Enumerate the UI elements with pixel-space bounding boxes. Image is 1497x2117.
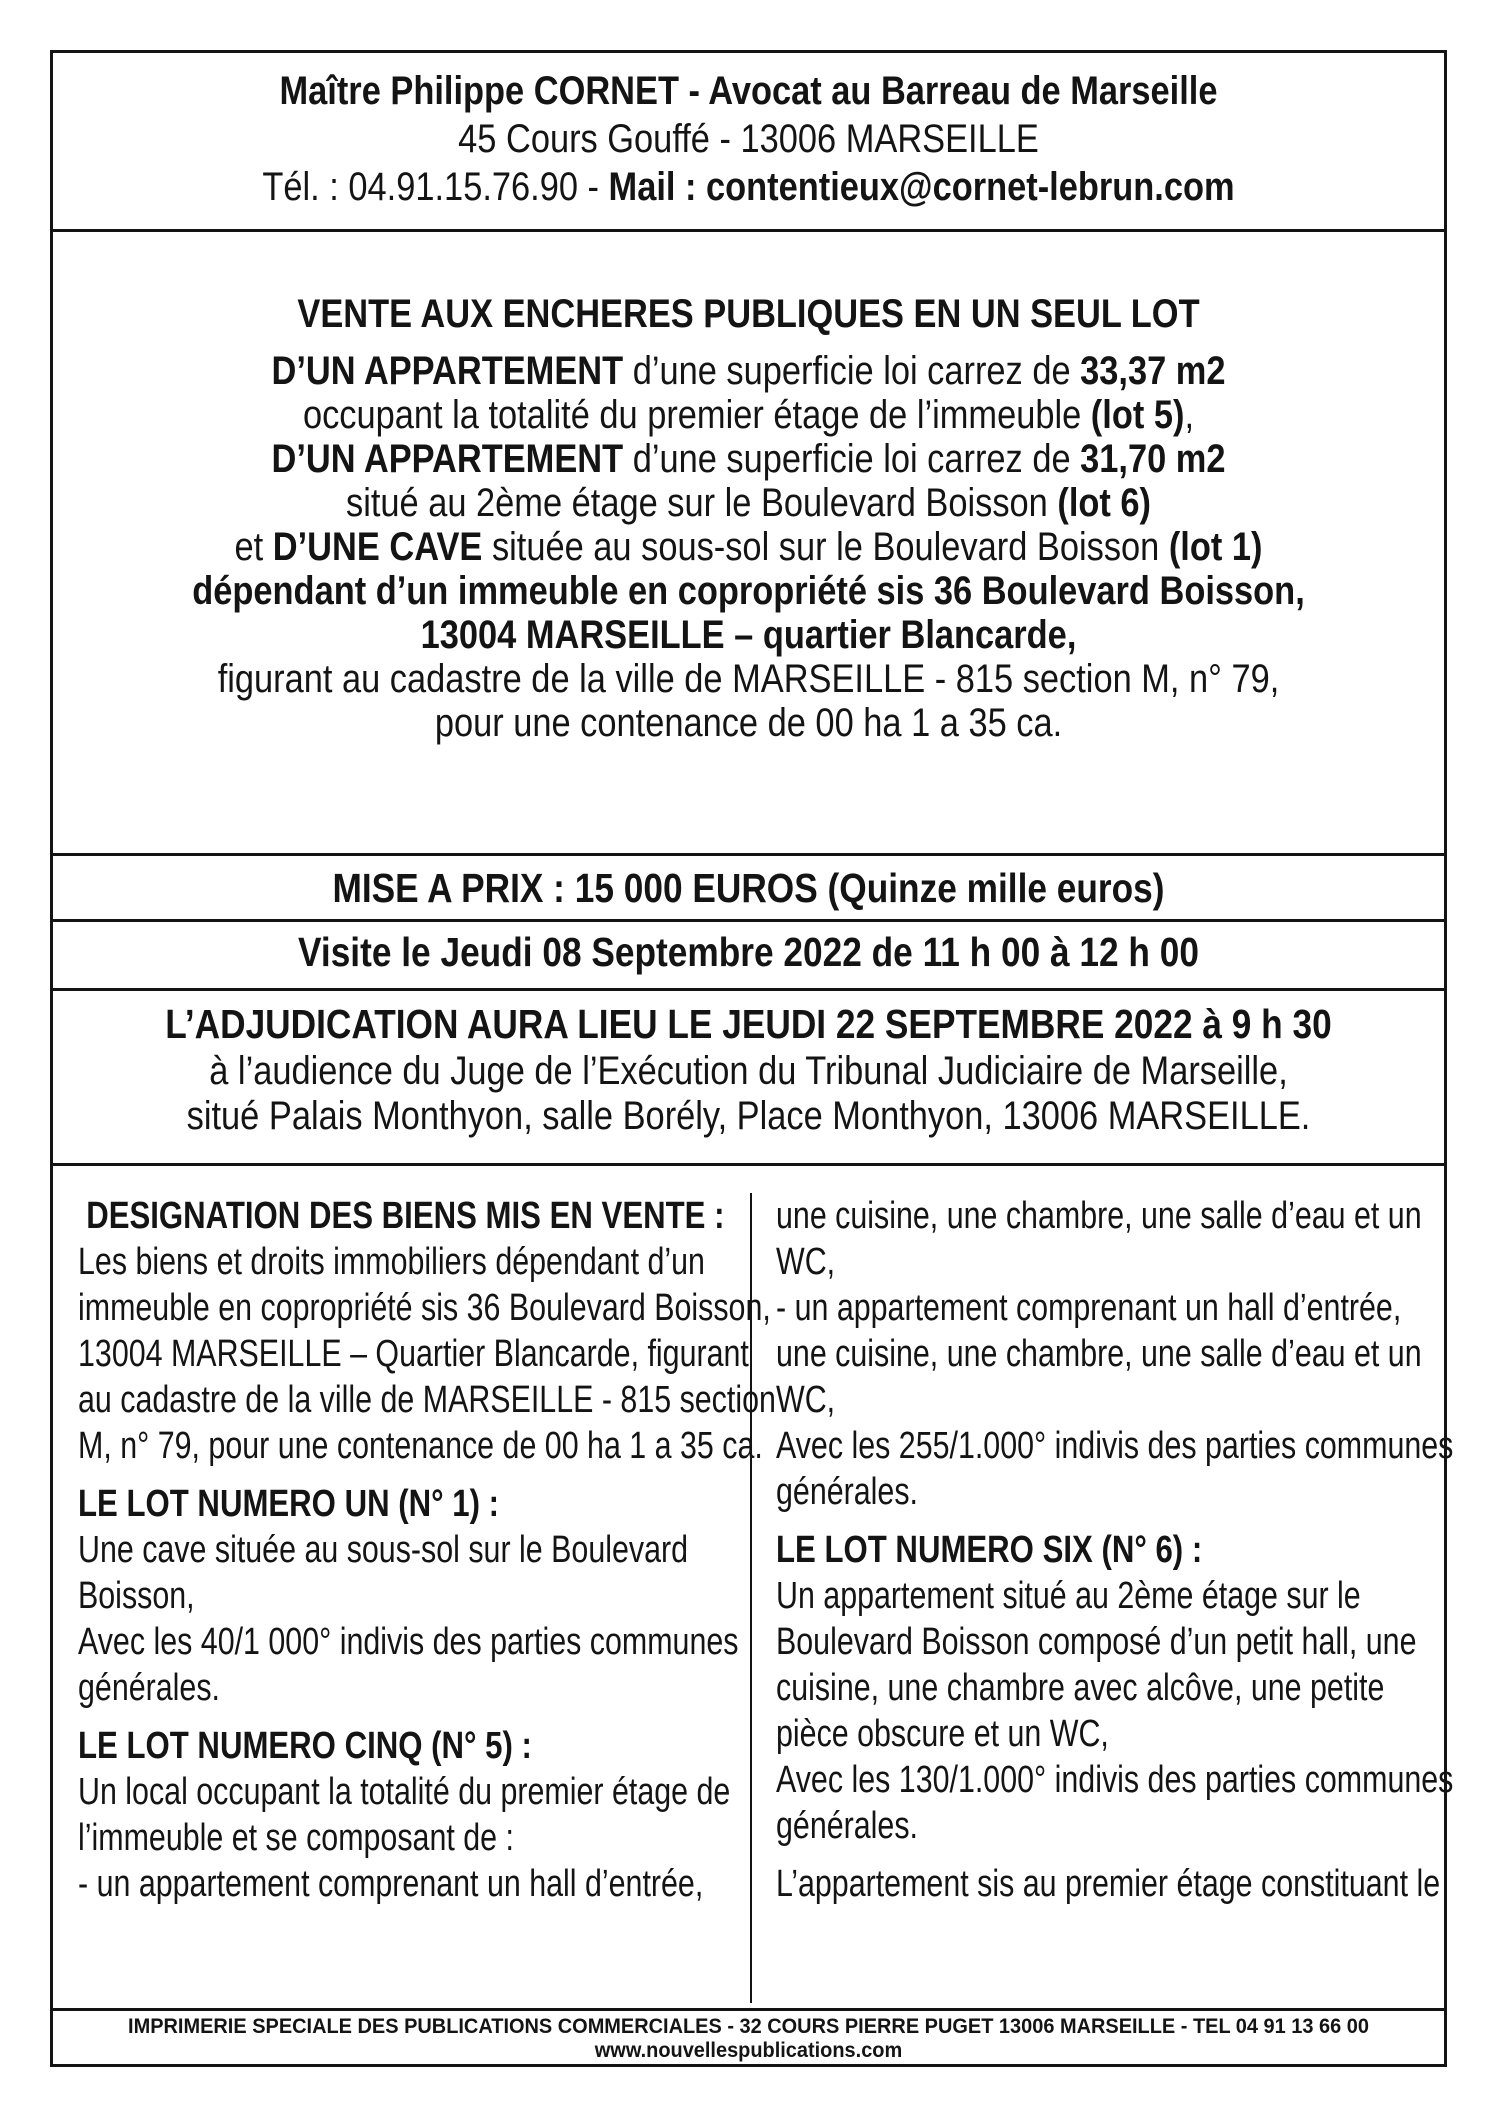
lot-5-heading: LE LOT NUMERO CINQ (N° 5) : — [78, 1725, 532, 1767]
designation-column-left — [78, 1193, 776, 1907]
apartment-2-line: D’UN APPARTEMENT d’une superficie loi carrez de 31,70 m2 — [271, 437, 1226, 481]
apartment-1-location: occupant la totalité du premier étage de l’immeuble (lot 5), — [302, 393, 1195, 437]
lot-5-continued-line: WC, — [776, 1241, 836, 1283]
cadastre-line-1: figurant au cadastre de la ville de MARSEILLE - 815 section M, n° 79, — [217, 657, 1280, 701]
lawyer-contact — [150, 163, 1346, 211]
lot-5-line: l’immeuble et se composant de : — [78, 1817, 514, 1859]
visit-text: Visite le Jeudi 08 Septembre 2022 de 11 h 00 à 12 h 00 — [298, 929, 1199, 975]
apartment-1-line: D’UN APPARTEMENT d’une superficie loi carrez de 33,37 m2 — [271, 349, 1226, 393]
printer-footer — [53, 2015, 1444, 2063]
mail-text: Mail : contentieux@cornet-lebrun.com — [608, 165, 1235, 209]
lot-6-heading: LE LOT NUMERO SIX (N° 6) : — [776, 1529, 1203, 1571]
lot-1-line: Avec les 40/1 000° indivis des parties communes — [78, 1621, 739, 1663]
divider — [53, 2008, 1444, 2011]
cadastre-line-2: pour une contenance de 00 ha 1 a 35 ca. — [434, 701, 1063, 745]
divider — [53, 919, 1444, 922]
price-text: MISE A PRIX : 15 000 EUROS (Quinze mille euros) — [332, 865, 1165, 911]
lot-6-line: générales. — [776, 1805, 918, 1847]
designation-line: M, n° 79, pour une contenance de 00 ha 1 a 35 ca. — [78, 1425, 763, 1467]
designation-line: 13004 MARSEILLE – Quartier Blancarde, figurant — [78, 1333, 749, 1375]
lot-1-heading: LE LOT NUMERO UN (N° 1) : — [78, 1483, 499, 1525]
adjudication-info — [53, 999, 1444, 1139]
building-line-1: dépendant d’un immeuble en copropriété sis 36 Boulevard Boisson, — [192, 569, 1305, 613]
designation-heading: DESIGNATION DES BIENS MIS EN VENTE : — [86, 1195, 725, 1237]
lot-5-continued-line: - un appartement comprenant un hall d’entrée, — [776, 1287, 1402, 1329]
divider — [53, 853, 1444, 856]
lot-6-line: Un appartement situé au 2ème étage sur le — [776, 1575, 1361, 1617]
building-line-2: 13004 MARSEILLE – quartier Blancarde, — [420, 613, 1077, 657]
divider — [53, 1163, 1444, 1166]
website-link[interactable]: www.nouvellespublications.com — [594, 2039, 903, 2062]
designation-column-right — [776, 1193, 1454, 1907]
closing-line: L’appartement sis au premier étage constituant le — [776, 1863, 1441, 1905]
lot-6-line: Boulevard Boisson composé d’un petit hall, une — [776, 1621, 1417, 1663]
column-divider — [750, 1193, 752, 2003]
lawyer-name: Maître Philippe CORNET - Avocat au Barreau de Marseille — [279, 69, 1218, 113]
apartment-2-location: situé au 2ème étage sur le Boulevard Boisson (lot 6) — [345, 481, 1151, 525]
lawyer-header — [53, 67, 1444, 211]
lot-5-continued-line: Avec les 255/1.000° indivis des parties communes — [776, 1425, 1454, 1467]
cave-line: et D’UNE CAVE située au sous-sol sur le Boulevard Boisson (lot 1) — [234, 525, 1263, 569]
divider — [53, 988, 1444, 991]
lot-1-line: Boisson, — [78, 1575, 195, 1617]
lot-5-continued-line: WC, — [776, 1379, 836, 1421]
lot-5-continued-line: une cuisine, une chambre, une salle d’eau et un — [776, 1333, 1422, 1375]
adjudication-line-1: à l’audience du Juge de l’Exécution du Tribunal Judiciaire de Marseille, — [209, 1049, 1288, 1093]
adjudication-line-2: situé Palais Monthyon, salle Borély, Place Monthyon, 13006 MARSEILLE. — [186, 1094, 1311, 1138]
adjudication-title: L’ADJUDICATION AURA LIEU LE JEUDI 22 SEPTEMBRE 2022 à 9 h 30 — [165, 1001, 1332, 1047]
lot-5-line: Un local occupant la totalité du premier étage de — [78, 1771, 731, 1813]
visit-info — [53, 927, 1444, 977]
designation-line: immeuble en copropriété sis 36 Boulevard Boisson, — [78, 1287, 771, 1329]
sale-description — [53, 289, 1444, 745]
notice-frame — [50, 50, 1454, 2067]
phone-text: Tél. : 04.91.15.76.90 - — [262, 165, 609, 209]
lot-5-line: - un appartement comprenant un hall d’entrée, — [78, 1863, 704, 1905]
lot-1-line: générales. — [78, 1667, 220, 1709]
lawyer-address: 45 Cours Gouffé - 13006 MARSEILLE — [458, 117, 1039, 161]
designation-line: Les biens et droits immobiliers dépendant d’un — [78, 1241, 705, 1283]
divider — [53, 229, 1444, 232]
lot-1-line: Une cave située au sous-sol sur le Boulevard — [78, 1529, 689, 1571]
lot-5-continued-line: une cuisine, une chambre, une salle d’eau et un — [776, 1195, 1422, 1237]
starting-price — [53, 863, 1444, 913]
lot-6-line: Avec les 130/1.000° indivis des parties communes — [776, 1759, 1454, 1801]
sale-title: VENTE AUX ENCHERES PUBLIQUES EN UN SEUL LOT — [297, 292, 1200, 336]
designation-line: au cadastre de la ville de MARSEILLE - 815 section — [78, 1379, 776, 1421]
lot-6-line: pièce obscure et un WC, — [776, 1713, 1109, 1755]
lot-6-line: cuisine, une chambre avec alcôve, une petite — [776, 1667, 1385, 1709]
lot-5-continued-line: générales. — [776, 1471, 918, 1513]
printer-info: IMPRIMERIE SPECIALE DES PUBLICATIONS COMMERCIALES - 32 COURS PIERRE PUGET 13006 MARSEILLE - TEL 04 91 13 66 00 — [128, 2015, 1369, 2038]
